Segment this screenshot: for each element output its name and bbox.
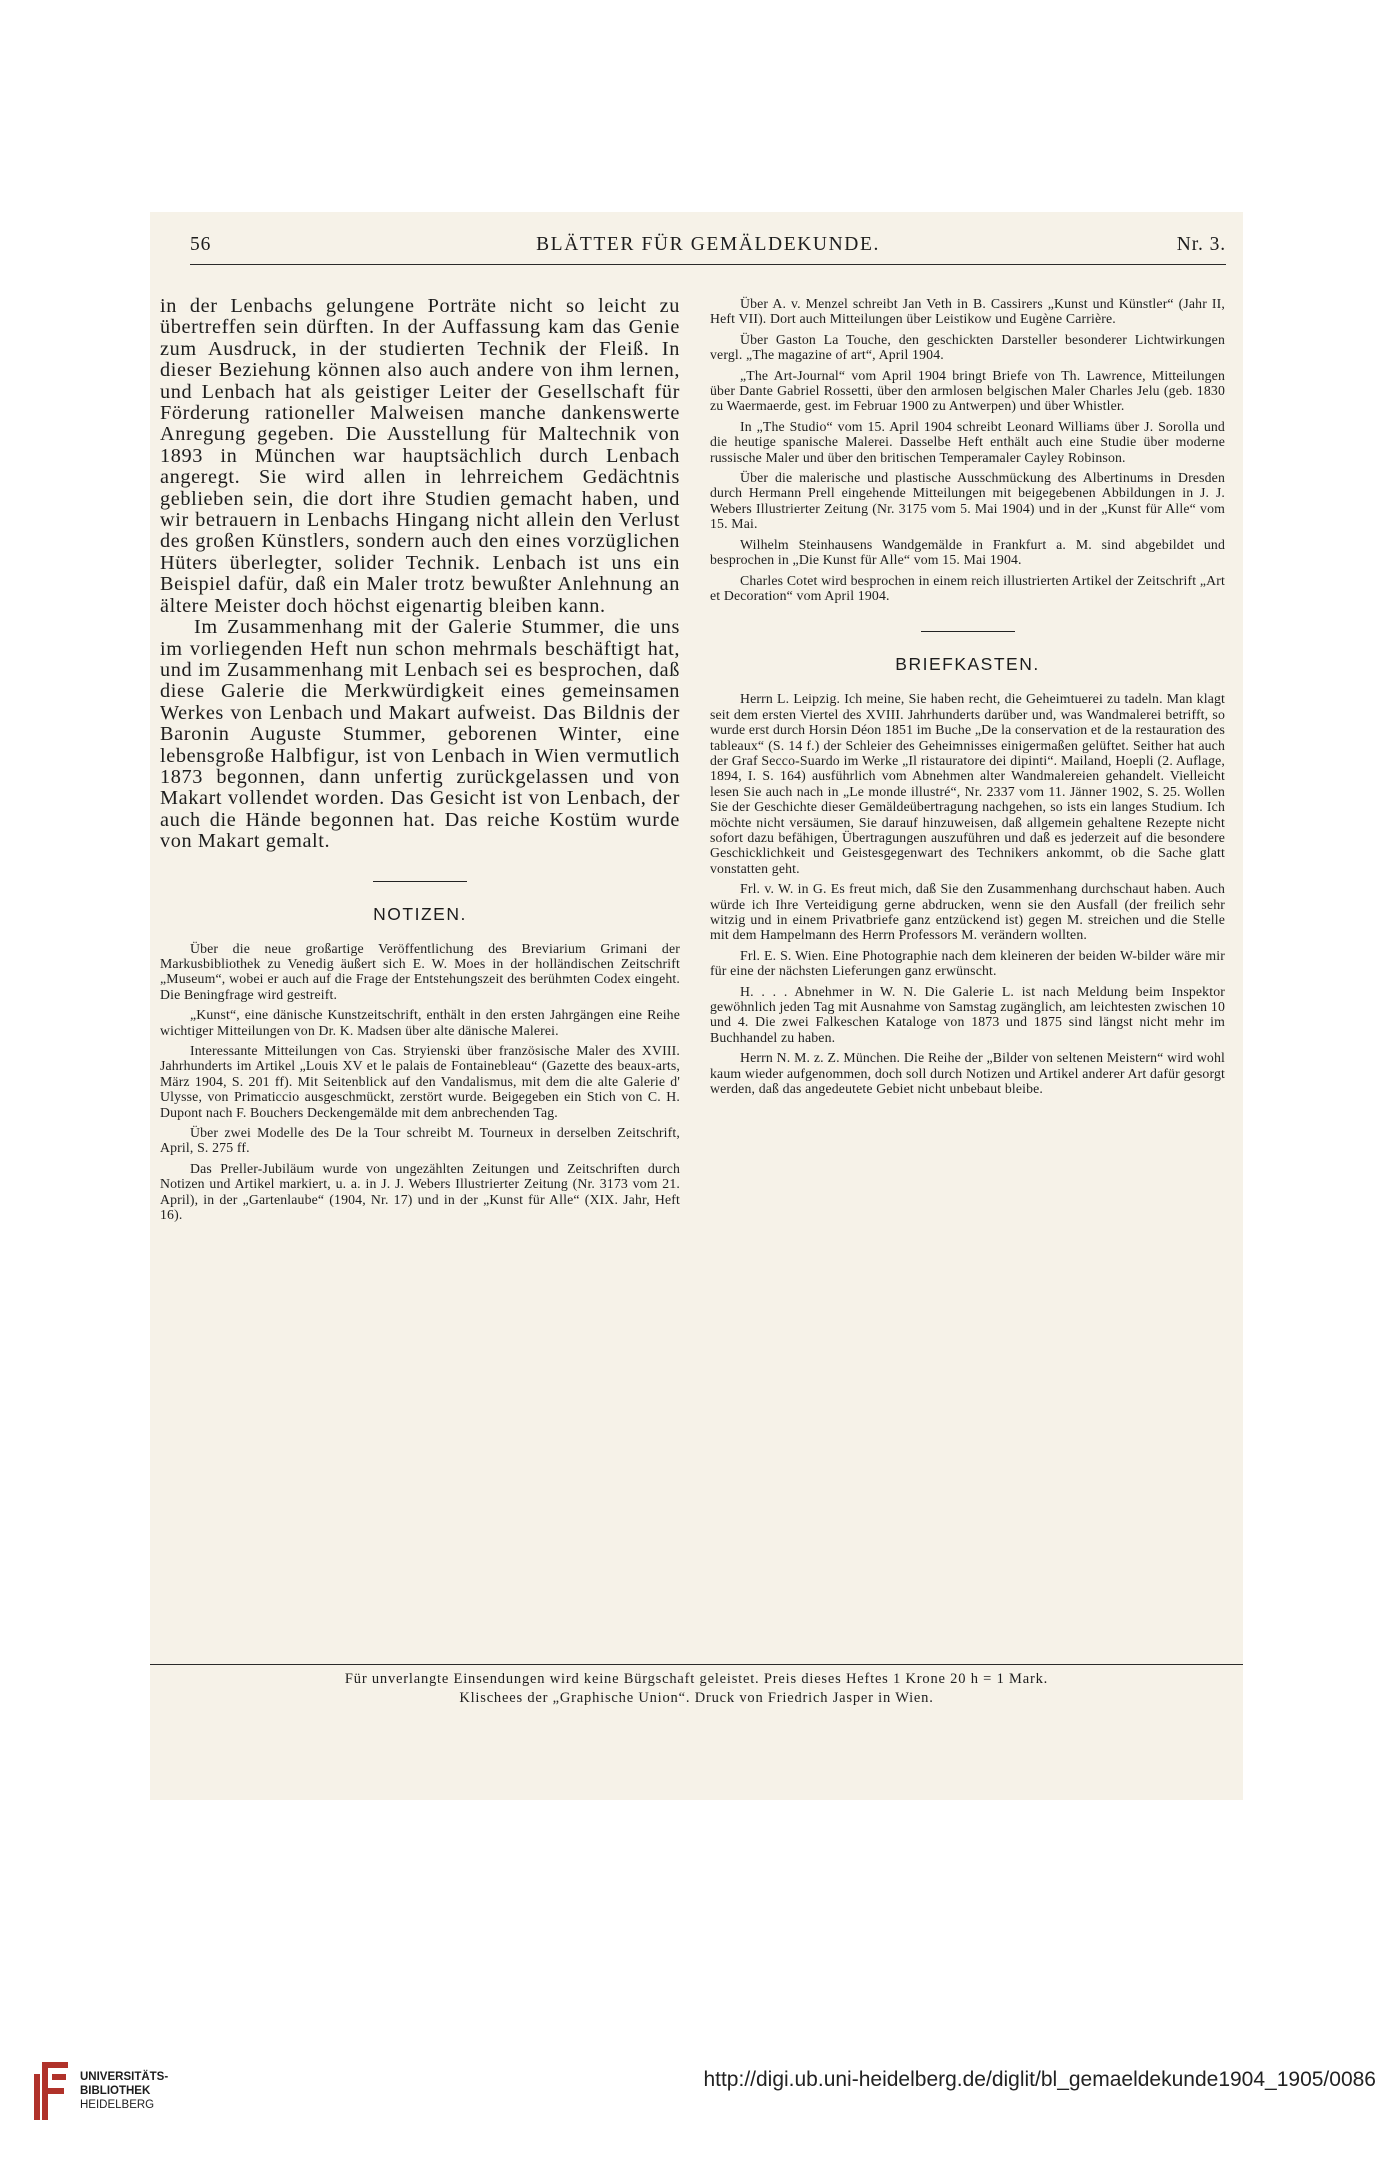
library-line: BIBLIOTHEK <box>80 2085 151 2097</box>
imprint-line: Für unverlangte Einsendungen wird keine Bürgschaft geleistet. Preis dieses Heftes 1 Krone 20 h = 1 Mark. <box>344 1671 1049 1687</box>
letter-reply: Herrn N. M. z. Z. München. Die Reihe der „Bilder von seltenen Meistern“ wird wohl kaum wieder aufgenommen, doch soll durch Notizen und Artikel anderer Art dafür gesorgt werden, daß das angedeutete Gebiet nicht unbebaut bleibe. <box>710 1050 1225 1097</box>
letter-reply: Frl. E. S. Wien. Eine Photographie nach dem kleineren der beiden W-bilder wäre mir für eine der nächsten Lieferungen ganz erwünscht. <box>710 947 1225 979</box>
notiz-entry: Über zwei Modelle des De la Tour schreibt M. Tourneux in derselben Zeitschrift, April, S. 275 ff. <box>160 1125 680 1156</box>
right-column <box>710 296 1225 1101</box>
left-column <box>160 296 680 1227</box>
notiz-entry: Wilhelm Steinhausens Wandgemälde in Frankfurt a. M. sind abgebildet und besprochen in „Die Kunst für Alle“ vom 15. Mai 1904. <box>710 536 1225 568</box>
notiz-entry: In „The Studio“ vom 15. April 1904 schreibt Leonard Williams über J. Sorolla und die heutige spanische Malerei. Dasselbe Heft enthält auch eine Studie über moderne russische Maler und über den britischen Temperamaler Cayley Robinson. <box>710 418 1225 465</box>
notiz-entry: Über A. v. Menzel schreibt Jan Veth in B. Cassirers „Kunst und Künstler“ (Jahr II, Heft VII). Dort auch Mitteilungen über Leistikow und Eugène Carrière. <box>710 296 1225 327</box>
section-divider <box>373 881 467 882</box>
library-name <box>80 2070 168 2112</box>
notiz-entry: Das Preller-Jubiläum wurde von ungezählten Zeitungen und Zeitschriften durch Notizen und Artikel markiert, u. a. in J. J. Webers Illustrierter Zeitung (Nr. 3173 vom 21. April), in der „Gartenlaube“ (1904, Nr. 17) und in der „Kunst für Alle“ (XIX. Jahr, Heft 16). <box>160 1160 680 1223</box>
notizen-heading: NOTIZEN. <box>373 903 467 924</box>
footer-divider <box>150 1664 1243 1665</box>
library-line: UNIVERSITÄTS- <box>80 2071 169 2083</box>
journal-title: BLÄTTER FÜR GEMÄLDEKUNDE. <box>536 234 880 255</box>
article-paragraph: in der Lenbachs gelungene Porträte nicht so leicht zu übertreffen sein dürften. In der Auffassung kam das Genie zum Ausdruck, in der studierten Technik der Fleiß. In dieser Beziehung können also auch andere von ihm lernen, und Lenbach hat als geistiger Leiter der Gesellschaft für Förderung rationeller Malweisen manche dankenswerte Anregung gegeben. Die Ausstellung für Maltechnik von 1893 in München war hauptsächlich durch Lenbach angeregt. Sie wird allen in lehrreichem Gedächtnis geblieben sein, die dort ihre Studien gemacht haben, und wir betrauern in Lenbachs Hingang nicht allein den Verlust des großen Künstlers, sondern auch den eines vorzüglichen Hüters überlegter, solider Technik. Lenbach ist uns ein Beispiel dafür, daß ein Maler trotz bewußter Anlehnung an ältere Meister doch höchst eigenartig bleiben kann. <box>160 295 680 617</box>
page-number: 56 <box>190 234 212 255</box>
library-line: HEIDELBERG <box>80 2099 155 2111</box>
notiz-entry: Charles Cotet wird besprochen in einem reich illustrierten Artikel der Zeitschrift „Art et Decoration“ vom April 1904. <box>710 572 1225 603</box>
imprint-line: Klischees der „Graphische Union“. Druck von Friedrich Jasper in Wien. <box>459 1690 934 1706</box>
notiz-entry: „The Art-Journal“ vom April 1904 bringt Briefe von Th. Lawrence, Mitteilungen über Dante Gabriel Rossetti, über den armlosen belgischen Maler Charles Jelu (geb. 1830 zu Waermaerde, gest. im Februar 1900 zu Antwerpen) und über Whistler. <box>710 367 1225 414</box>
notiz-entry: Über die malerische und plastische Ausschmückung des Albertinums in Dresden durch Hermann Prell eingehende Mitteilungen mit beigegebenen Abbildungen in J. J. Webers Illustrierter Zeitung (Nr. 3175 vom 5. Mai 1904) und in der „Kunst für Alle“ vom 15. Mai. <box>710 470 1225 532</box>
issue-number: Nr. 3. <box>1176 234 1226 255</box>
library-logo-icon <box>32 2060 70 2122</box>
imprint <box>150 1670 1243 1708</box>
section-divider <box>921 631 1015 632</box>
notiz-entry: „Kunst“, eine dänische Kunstzeitschrift, enthält in den ersten Jahrgängen eine Reihe wichtiger Mitteilungen von Dr. K. Madsen über alte dänische Malerei. <box>160 1007 680 1038</box>
notiz-entry: Interessante Mitteilungen von Cas. Stryienski über französische Maler des XVIII. Jahrhunderts im Artikel „Louis XV et le palais de Fontainebleau“ (Gazette des beaux-arts, März 1904, S. 201 ff). Mit Seitenblick auf den Vandalismus, mit dem die alte Galerie d' Ulysse, von Primaticcio ausgeschmückt, zerstört wurde. Beigegeben ein Stich von C. H. Dupont nach F. Bouchers Deckengemälde mit dem anbrechenden Tag. <box>160 1043 680 1120</box>
notiz-entry: Über Gaston La Touche, den geschickten Darsteller besonderer Lichtwirkungen vergl. „The magazine of art“, April 1904. <box>710 331 1225 363</box>
letter-reply: Herrn L. Leipzig. Ich meine, Sie haben recht, die Geheimtuerei zu tadeln. Man klagt seit dem ersten Viertel des XVIII. Jahrhunderts darüber und, was Wandmalerei betrifft, so wurde erst durch Horsin Déon 1851 im Buche „De la conservation et de la restauration des tableaux“ (S. 14 f.) der Schleier des Geheimnisses einigermaßen gelüftet. Seither hat auch der Graf Secco-Suardo im Werke „Il ristauratore dei dipinti“. Mailand, Hoepli (2. Auflage, 1894, I. S. 164) ausführlich vom Abnehmen alter Wandmalereien gehandelt. Vielleicht lesen Sie auch nach in „Le monde illustré“, Nr. 2337 vom 11. Jänner 1902, S. 25. Wollen Sie der Geschichte dieser Gemäldeübertragung nachgehen, so ists ein langes Studium. Ich möchte nicht versäumen, Sie darauf hinzuweisen, daß allgemein gehaltene Rezepte nicht sofort dazu befähigen, Übertragungen auszuführen und daß es jederzeit auf die besondere Geschicklichkeit und Geistesgegenwart des Technikers ankommt, ob die Sache glatt vonstatten geht. <box>710 691 1225 876</box>
letter-reply: H. . . . Abnehmer in W. N. Die Galerie L. ist nach Meldung beim Inspektor gewöhnlich jeden Tag mit Ausnahme von Samstag zugänglich, am leichtesten zwischen 10 und 4. Die zwei Falkeschen Kataloge von 1873 und 1875 sind längst nicht mehr im Buchhandel zu haben. <box>710 983 1225 1045</box>
running-head <box>190 234 1226 265</box>
digital-library-link[interactable]: http://digi.ub.uni-heidelberg.de/diglit/bl_gemaeldekunde1904_1905/0086 <box>703 2068 1376 2091</box>
article-paragraph: Im Zusammenhang mit der Galerie Stummer, die uns im vorliegenden Heft nun schon mehrmals beschäftigt hat, und im Zusammenhang mit Lenbach sei es besprochen, daß diese Galerie die Merkwürdigkeit eines gemeinsamen Werkes von Lenbach und Makart aufweist. Das Bildnis der Baronin Auguste Stummer, geborenen Winter, eine lebensgroße Halbfigur, ist von Lenbach in Wien vermutlich 1873 begonnen, dann unfertig zurückgelassen und von Makart vollendet worden. Das Gesicht ist von Lenbach, der auch die Hände begonnen hat. Das reiche Kostüm wurde von Makart gemalt. <box>160 616 680 853</box>
notiz-entry: Über die neue großartige Veröffentlichung des Breviarium Grimani der Markusbibliothek zu Venedig äußert sich E. W. Moes in der holländischen Zeitschrift „Museum“, wobei er auch auf die Frage der Entstehungszeit des berühmten Codex eingeht. Die Beningfrage wird gestreift. <box>160 940 680 1002</box>
briefkasten-heading: BRIEFKASTEN. <box>895 654 1040 675</box>
letter-reply: Frl. v. W. in G. Es freut mich, daß Sie den Zusammenhang durchschaut haben. Auch würde ich Ihre Verteidigung gerne abdrucken, wenn sie den Ausfall (der freilich sehr witzig und in einem Privatbriefe ganz entzückend ist) gegen M. streichen und die Stelle mit dem Hampelmann des Herrn Professors M. verändern wollten. <box>710 881 1225 943</box>
